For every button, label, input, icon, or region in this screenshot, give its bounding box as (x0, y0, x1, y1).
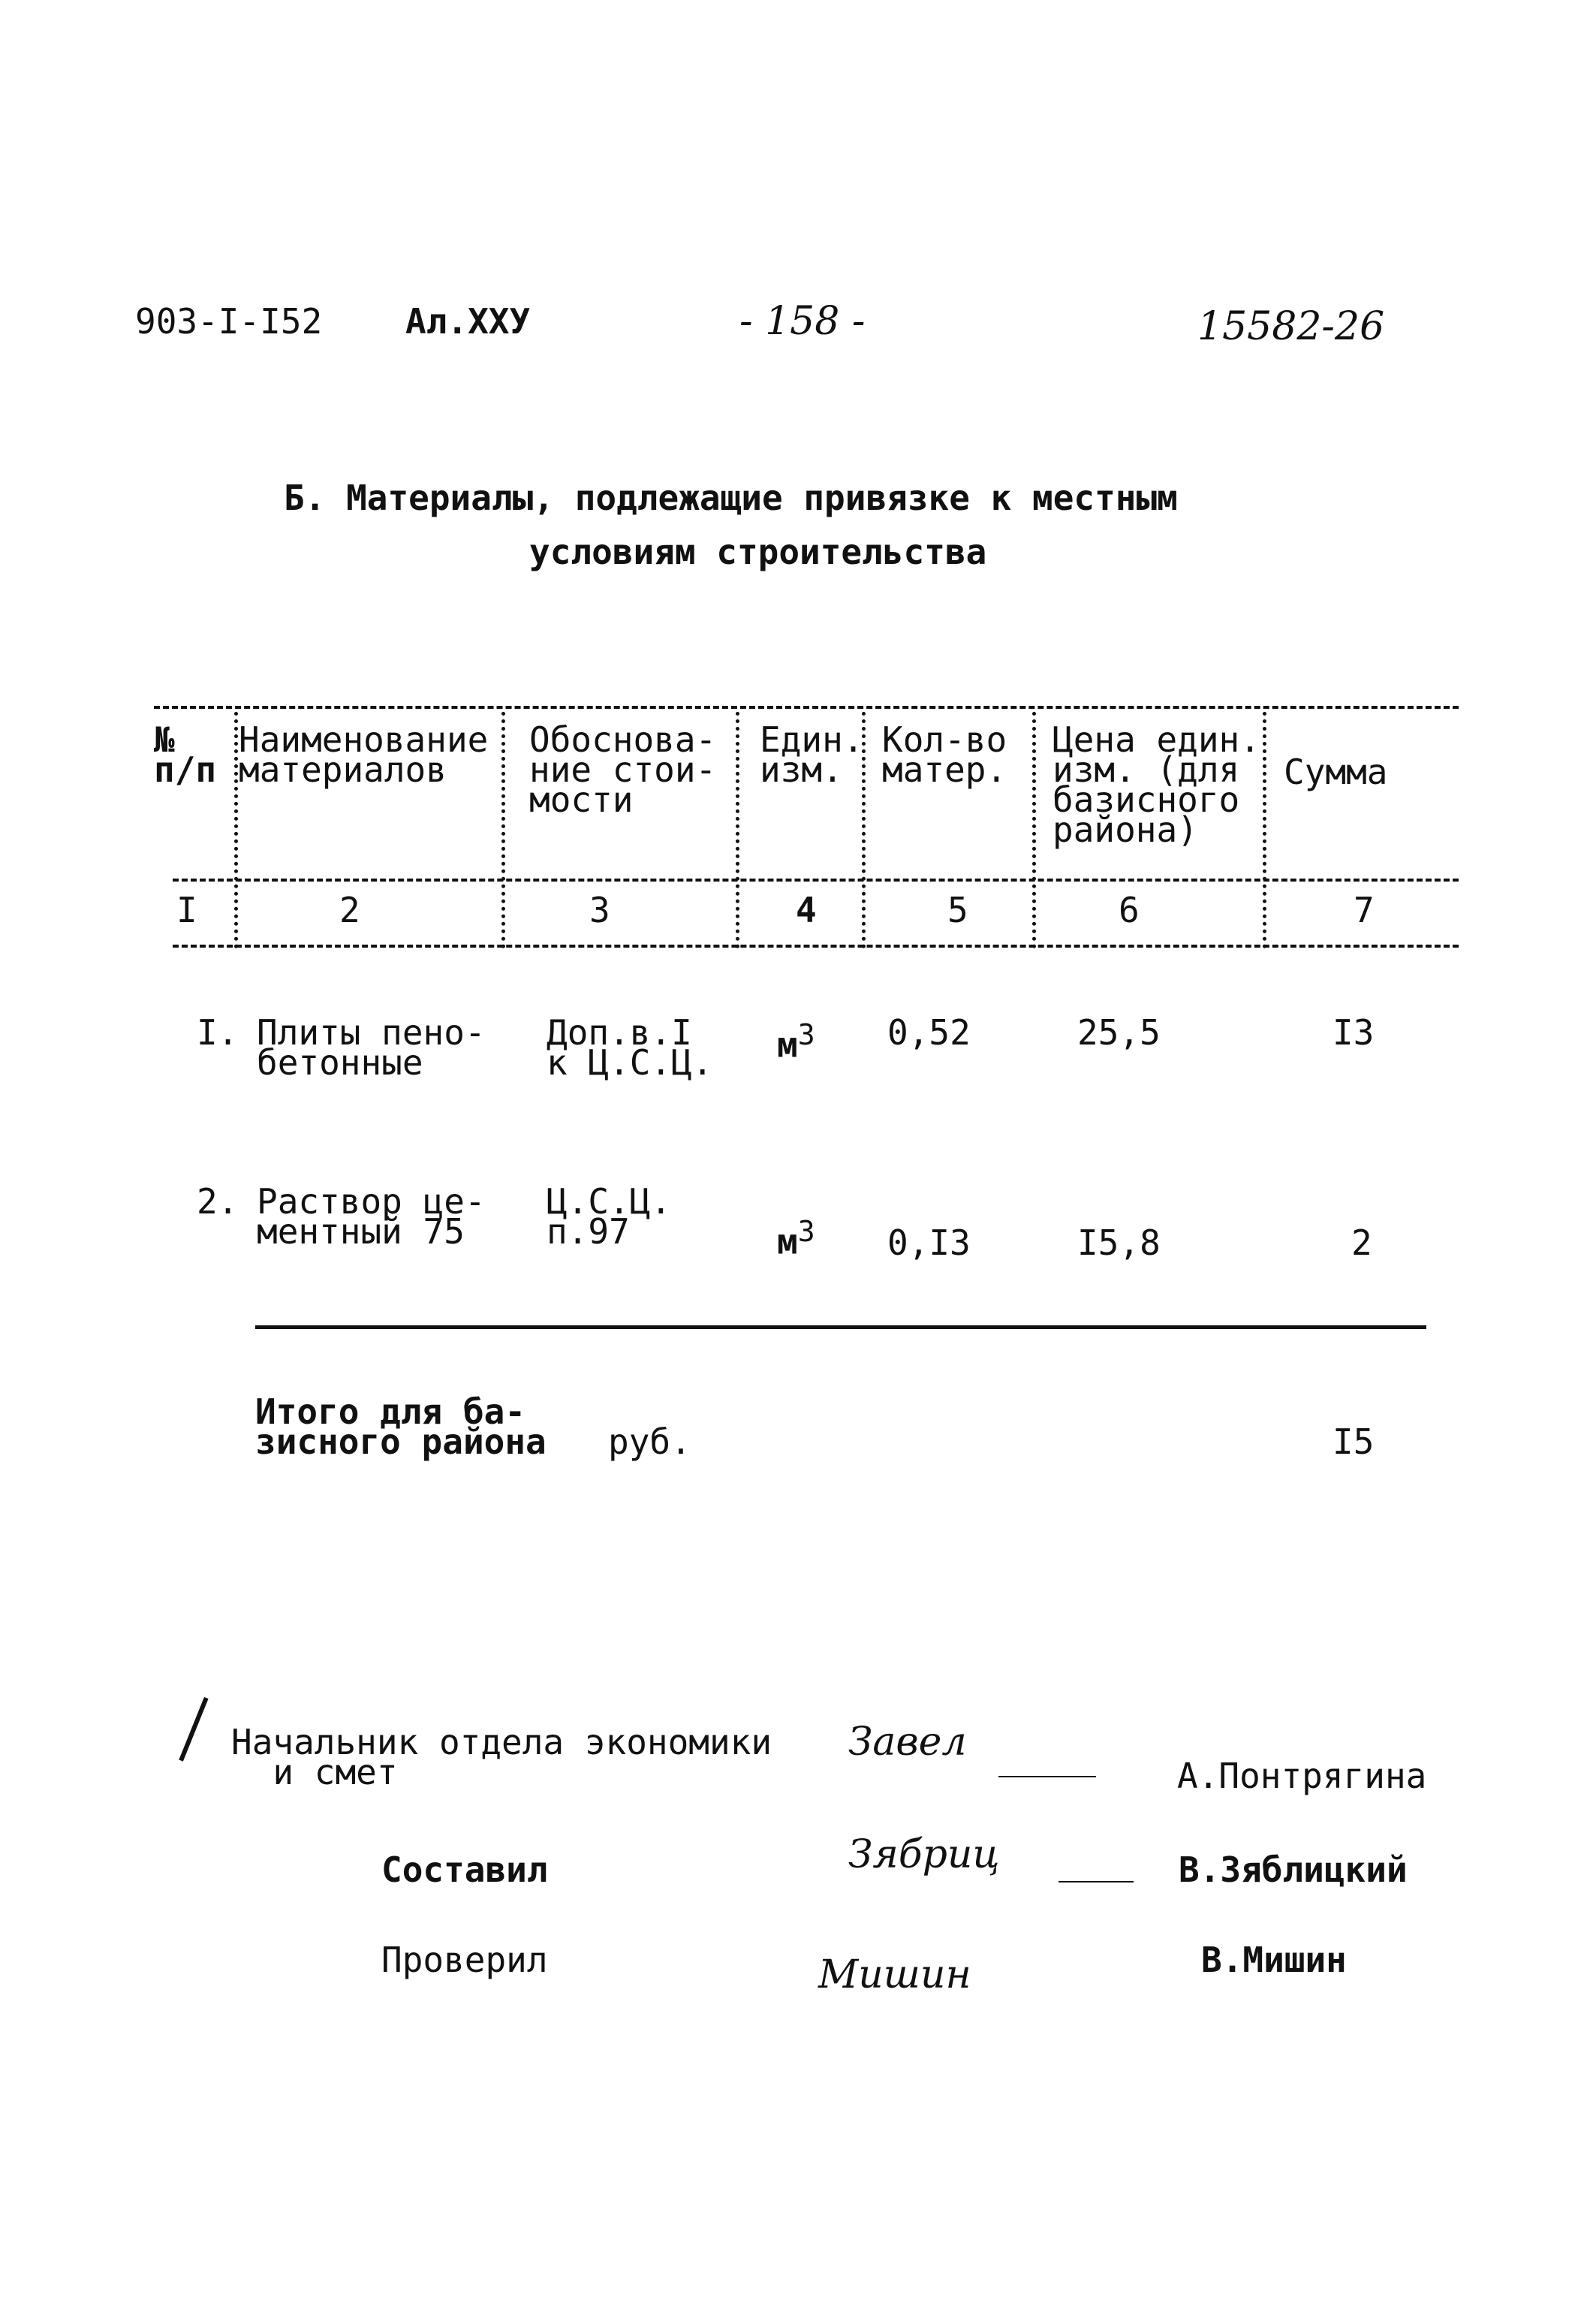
album-number: Ал.ХХУ (405, 301, 531, 342)
row-unit-power: 3 (797, 1215, 815, 1248)
col-divider-1 (234, 712, 238, 948)
header-unit: Един. изм. (760, 719, 864, 790)
row-unit-power: 3 (797, 1018, 815, 1051)
col-divider-6 (1263, 712, 1266, 948)
signature-checked: Мишин (818, 1952, 971, 1997)
header-cost-basis: Обоснова- ние стои- мости (529, 719, 717, 820)
row-cost-basis: Ц.С.Ц. п.97 (547, 1181, 672, 1252)
row-unit-price: I5,8 (1077, 1222, 1161, 1263)
row-sum: 2 (1351, 1222, 1372, 1263)
header-sum: Сумма (1284, 752, 1388, 792)
table-top-rule (154, 706, 1459, 709)
row-unit-price: 25,5 (1077, 1012, 1161, 1053)
header-material-name: Наименование материалов (239, 719, 489, 790)
signature-head: Завел (848, 1720, 967, 1765)
row-unit (777, 1018, 815, 1066)
total-label: Итого для ба- зисного района (255, 1391, 547, 1462)
row-cost-basis: Доп.в.I к Ц.С.Ц. (547, 1012, 713, 1083)
signature-line-compiled (1058, 1881, 1134, 1882)
section-title-line2: условиям строительства (529, 532, 987, 572)
signature-compiled: Зябриц (848, 1832, 1000, 1877)
col-divider-3 (736, 712, 739, 948)
row-unit (777, 1215, 815, 1262)
column-number-6: 6 (1119, 890, 1140, 930)
total-unit: руб. (608, 1421, 691, 1462)
column-number-5: 5 (947, 890, 968, 930)
signer-name-checked: В.Мишин (1201, 1940, 1347, 1980)
row-quantity: 0,52 (887, 1012, 971, 1053)
signer-name-compiled: В.Зяблицкий (1179, 1849, 1408, 1890)
doc-code: 903-I-I52 (135, 301, 323, 342)
header-quantity: Кол-во матер. (882, 719, 1007, 790)
header-unit-price: Цена един. изм. (для базисного района) (1052, 719, 1260, 850)
column-number-3: 3 (589, 890, 610, 930)
row-material-name: Раствор це- ментный 75 (257, 1181, 486, 1252)
row-sum: I3 (1333, 1012, 1375, 1053)
slash-mark (179, 1697, 208, 1762)
row-number: 2. (197, 1181, 239, 1222)
row-material-name: Плиты пено- бетонные (257, 1012, 486, 1083)
column-number-4: 4 (796, 890, 817, 930)
page-number: - 158 - (739, 299, 866, 344)
signer-role-head: Начальник отдела экономики и смет (231, 1722, 772, 1792)
row-unit-base: м (777, 1221, 798, 1262)
col-divider-2 (501, 712, 505, 948)
col-divider-5 (1032, 712, 1036, 948)
total-rule (255, 1325, 1426, 1329)
row-unit-base: м (777, 1024, 798, 1066)
total-sum: I5 (1333, 1421, 1375, 1462)
header-number: № п/п (154, 719, 217, 790)
row-number: I. (197, 1012, 239, 1053)
signer-role-compiled: Составил (381, 1849, 548, 1890)
section-title-line1: Б. Материалы, подлежащие привязке к местным (284, 478, 1178, 518)
signature-line-head (998, 1776, 1096, 1777)
column-number-7: 7 (1354, 890, 1375, 930)
column-number-2: 2 (339, 890, 360, 930)
row-quantity: 0,I3 (887, 1222, 971, 1263)
signer-name-head: А.Понтрягина (1177, 1756, 1427, 1796)
column-number-1: I (176, 890, 197, 930)
signer-role-checked: Проверил (381, 1940, 548, 1980)
inventory-number: 15582-26 (1197, 304, 1385, 349)
